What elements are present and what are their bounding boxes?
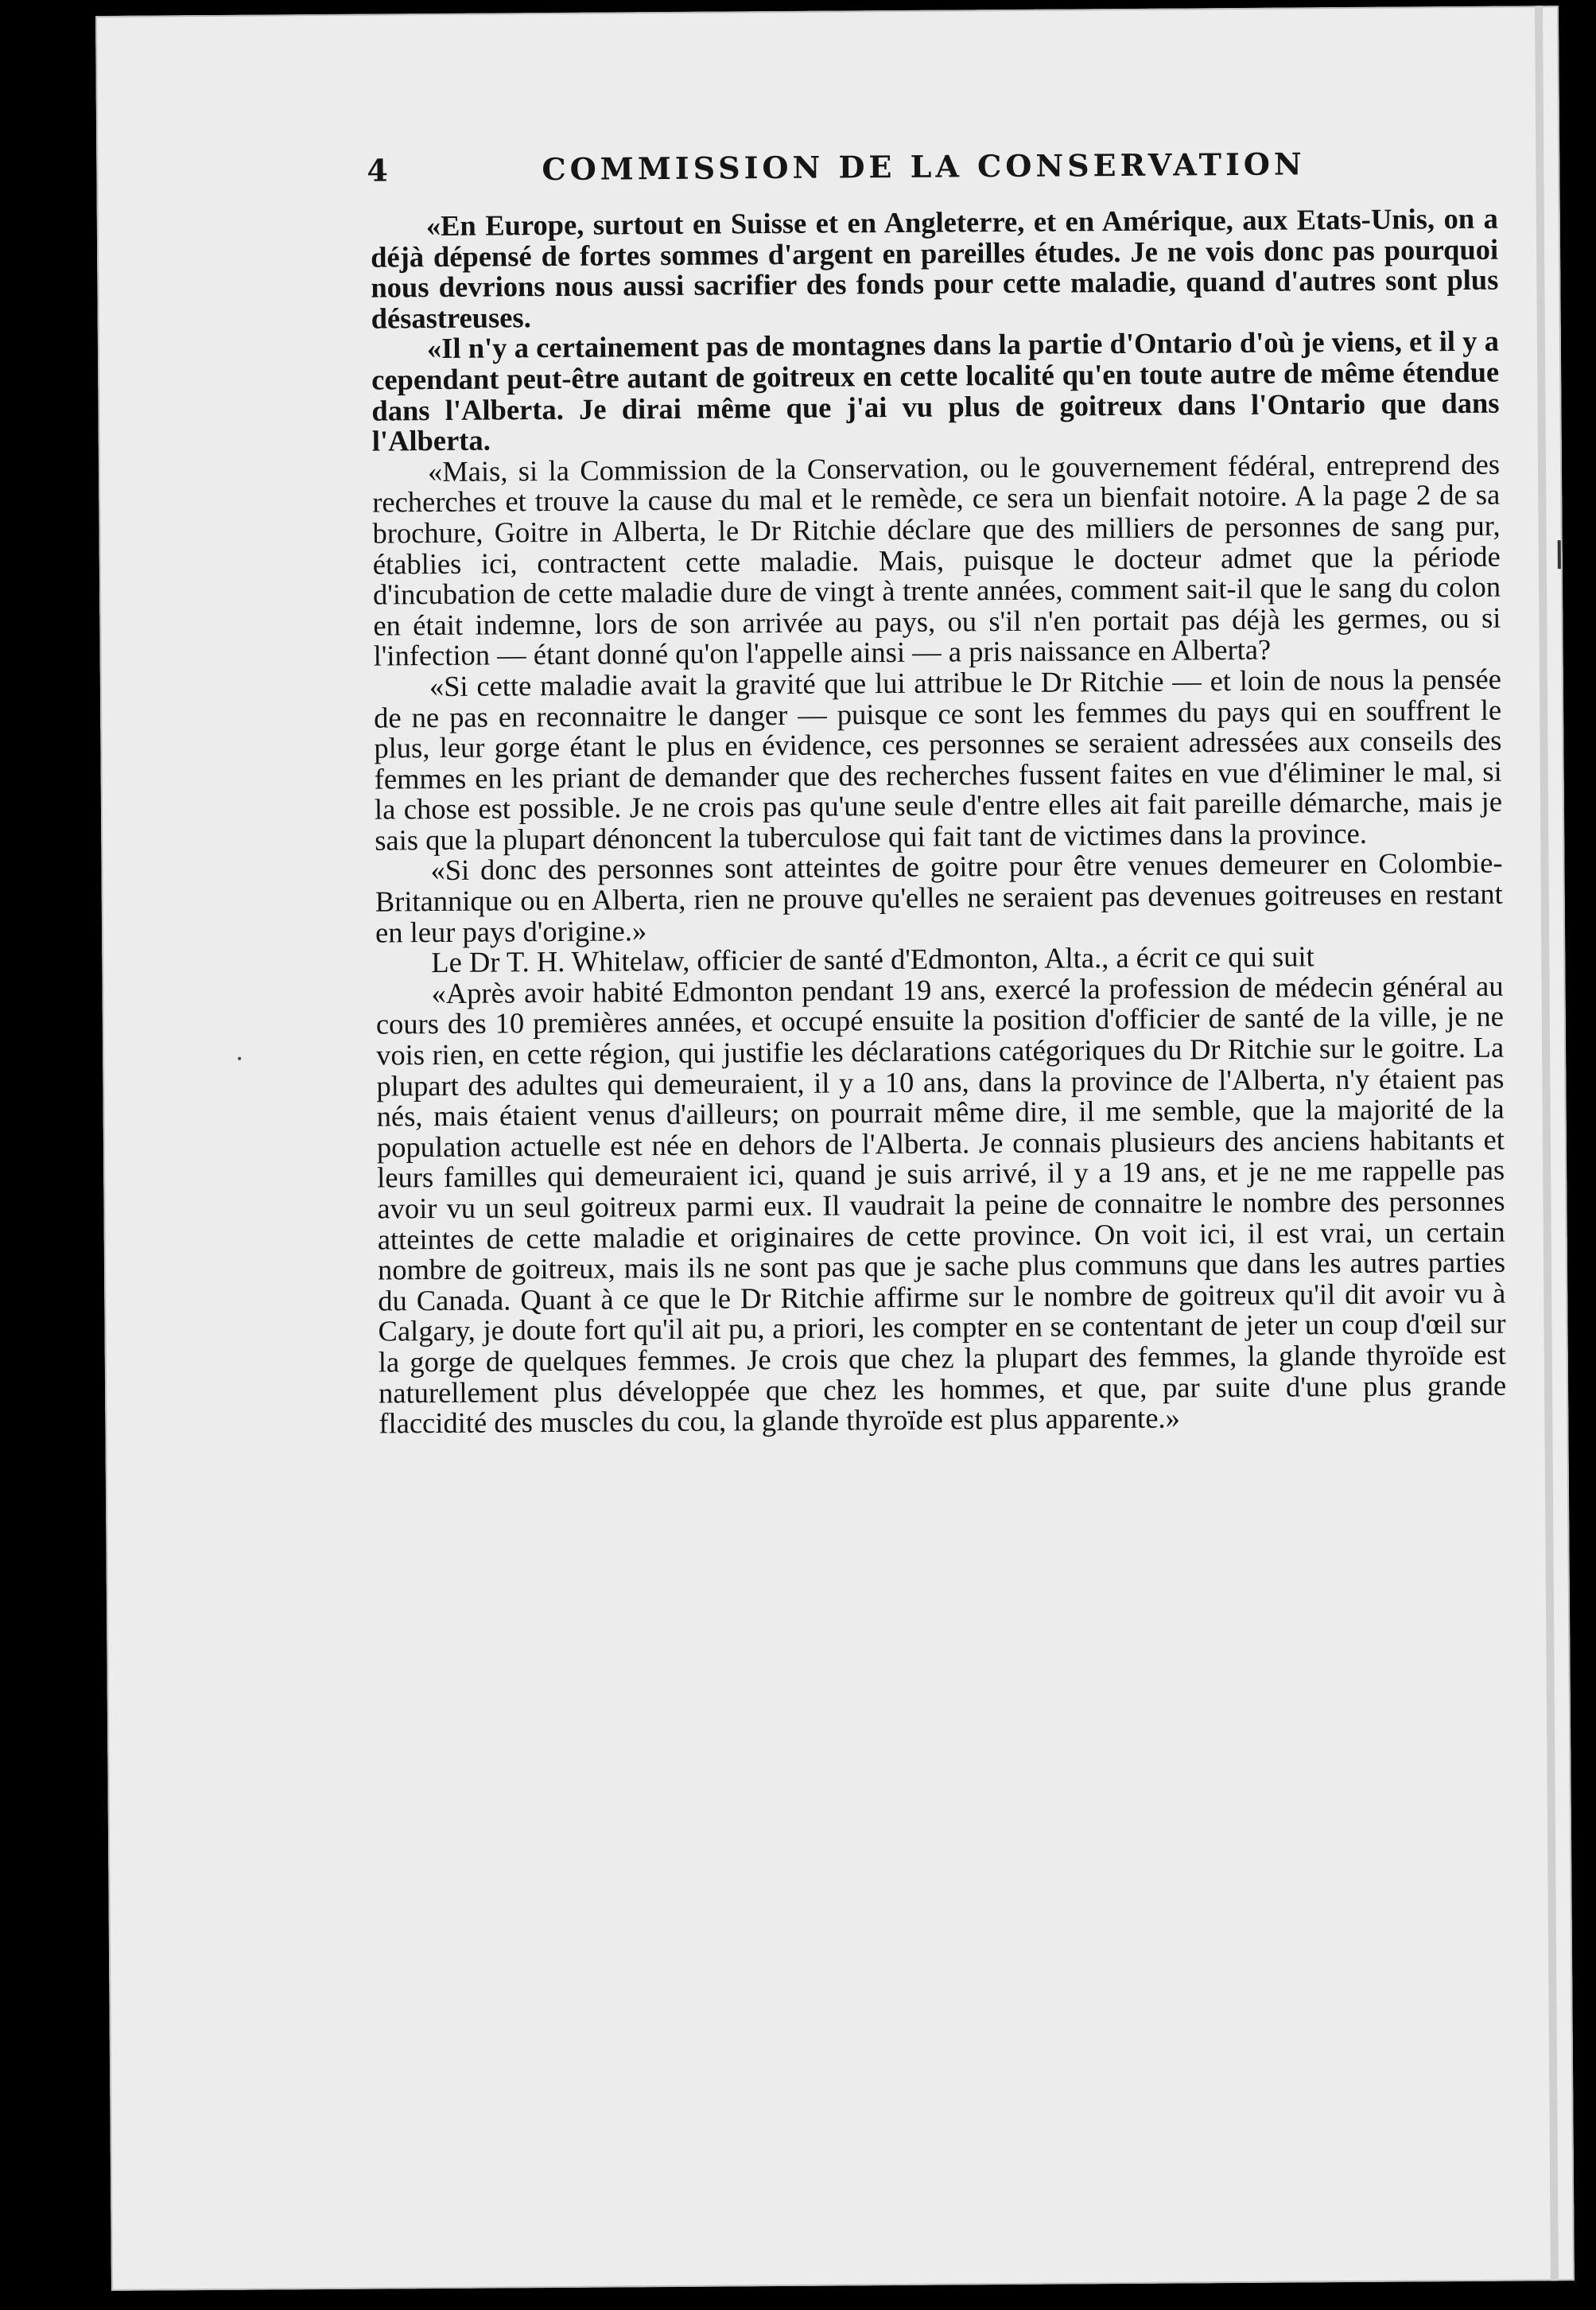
paragraph: Le Dr T. H. Whitelaw, officier de santé d'Edmonton, Alta., a écrit ce qui suit bbox=[431, 939, 1314, 979]
paragraph: «Après avoir habité Edmonton pendant 19 ans, exercé la profession de médecin général au cours des 10 premières années, et occupé ensuite la position d'officier de santé de la ville, je ne vois rien, en cette région, qui justifie les déclarations catégoriques du Dr Ritchie sur le goitre. La plupart des adultes qui demeuraient, il y a 10 ans, dans la province de l'Alberta, n'y étaient pas nés, mais étaient venus d'ailleurs; on pourrait même dire, il me semble, que la majorité de la population actuelle est née en dehors de l'Alberta. Je connais plusieurs des anciens habitants et leurs familles qui demeuraient ici, quand je suis arrivé, il y a 19 ans, et je ne me rappelle pas avoir vu un seul goitreux parmi eux. Il vaudrait la peine de connaitre le nombre des personnes atteintes de cette maladie et originaires de cette province. On voit ici, il est vrai, un certain nombre de goitreux, mais ils ne sont pas que je sache plus communs que dans les autres parties du Canada. Quant à ce que le Dr Ritchie affirme sur le nombre de goitreux qu'il dit avoir vu à Calgary, je doute fort qu'il ait pu, a priori, les compter en se contentant de jeter un coup d'œil sur la gorge de quelques femmes. Je crois que chez la plupart des femmes, la glande thyroïde est naturellement plus développée que chez les hommes, et que, par suite d'une plus grande flaccidité des muscles du cou, la glande thyroïde est plus apparente.» bbox=[375, 969, 1507, 1440]
page-header bbox=[367, 145, 1448, 189]
page-number: 4 bbox=[367, 152, 392, 189]
paragraph: «Il n'y a certainement pas de montagnes dans la partie d'Ontario d'où je viens, et il y a cependant peut-être autant de goitreux en cette localité qu'en toute autre de même étendue dans l'Alberta. Je dirai même que j'ai vu plus de goitreux dans l'Ontario que dans l'Alberta. bbox=[371, 325, 1500, 457]
paragraph: «Si donc des personnes sont atteintes de goitre pour être venues demeurer en Colombie-Britannique ou en Alberta, rien ne prouve qu'elles ne seraient pas devenues goitreuses en restant en leur pays d'origine.» bbox=[375, 846, 1503, 949]
body-text bbox=[370, 201, 1510, 1962]
margin-mark bbox=[1558, 540, 1561, 569]
paragraph: «En Europe, surtout en Suisse et en Angleterre, et en Amérique, aux Etats-Unis, on a déjà dépensé de fortes sommes d'argent en pareilles études. Je ne vois donc pas pourquoi nous devrions nous aussi sacrifier des fonds pour cette maladie, quand d'autres sont plus désastreuses. bbox=[370, 201, 1499, 335]
paragraph: «Mais, si la Commission de la Conservation, ou le gouvernement fédéral, entreprend des recherches et trouve la cause du mal et le remède, ce sera un bienfait notoire. A la page 2 de sa brochure, Goitre in Alberta, le Dr Ritchie déclare que des milliers de personnes de sang pur, établies ici, contractent cette maladie. Mais, puisque le docteur admet que la période d'incubation de cette maladie dure de vingt à trente années, comment sait-il que le sang du colon en était indemne, lors de son arrivée au pays, ou s'il n'en portait pas déjà les germes, ou si l'infection — étant donné qu'on l'appelle ainsi — a pris naissance en Alberta? bbox=[372, 447, 1501, 672]
scan-speck bbox=[238, 1057, 241, 1060]
page-edge bbox=[1535, 6, 1559, 2281]
running-title: COMMISSION DE LA CONSERVATION bbox=[542, 146, 1306, 188]
document-page bbox=[95, 6, 1575, 2291]
paragraph: «Si cette maladie avait la gravité que lui attribue le Dr Ritchie — et loin de nous la pensée de ne pas en reconnaitre le danger — puisque ce sont les femmes du pays qui en souffrent le plus, leur gorge étant le plus en évidence, ces personnes se seraient adressées aux conseils des femmes en les priant de demander que des recherches fussent faites en vue d'éliminer le mal, si la chose est possible. Je ne crois pas qu'une seule d'entre elles ait fait pareille démarche, mais je sais que la plupart dénoncent la tuberculose qui fait tant de victimes dans la province. bbox=[374, 662, 1503, 857]
